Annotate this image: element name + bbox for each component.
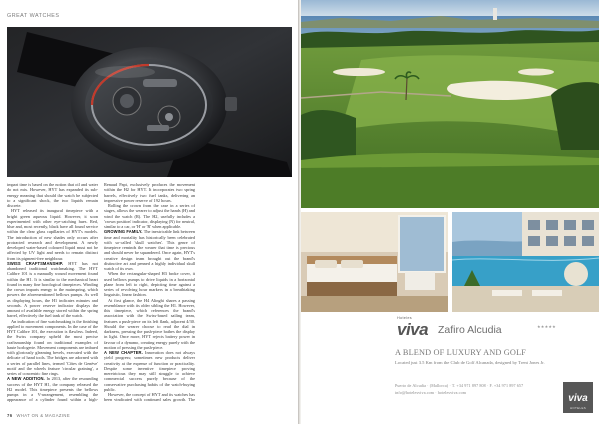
logo-word: viva (568, 393, 588, 404)
ad-contact-phone: Puerto de Alcudia · (Mallorca) · T. +34 971 897 808 · F. +34 971 897 657 (395, 383, 524, 388)
logo-sub: HOTELES (569, 406, 587, 410)
right-page (301, 0, 599, 424)
paragraph-text: HYT released its inaugural timepiece with a bright green aqueous liquid. However, it soon experimented with other eye-catching hues. Red, blue and, most recently, black have all found service within the clear glass capillaries of HYT's models. The introduction of new shades only occurs after protracted research and development. A newly developed water-based coloured liquid must not be affected by UV light and needs to remain distinct from its pigment-free neighbour. (7, 208, 98, 261)
hotel-room-photo (301, 212, 448, 312)
article-paragraph (104, 203, 195, 229)
ad-subline: Located just 3.5 Km from the Club de Golf Alcanada, designed by Trent Jones Jr. (395, 360, 545, 365)
paragraph-text: Rolling the crown from the case in a series of stages, allows the wearer to adjust the hands (H) and wind the watch (R). The H2, usefully includes a 'crown position' indicator, displaying (N) for neutral, similar to a car, or 'H' or 'R' when applicable. (104, 203, 195, 229)
article-paragraph (7, 182, 98, 208)
hotel-banner (301, 315, 599, 345)
golf-course-photo (301, 0, 599, 208)
paragraph-text: Renaud Papi, exclusively produces the movement within the H2 for HYT. It incorporates two spring barrels, effectively two fuel tanks, delivering an impressive power reserve of 192 hours. (104, 182, 195, 203)
section-runin-heading: SWISS CRAFTSMANSHIP. (7, 260, 69, 266)
section-runin-heading: A NEW CHAPTER. (104, 350, 146, 355)
paragraph-text: At first glance, the H4 Alinghi shares a passing resemblance with its older sibling the H1. However, this timepiece, which references the brand's association with the Swiss-based sailing team, features a push-piece on its left flank, adjacent 4/30. Should the wearer choose to read the dial in darkness, pressing the push-piece bathes the display in light. Once more, HYT rejects battery power in favour of a dynamo, creating energy purely with the motion of pressing the push-piece. (104, 297, 195, 350)
article-paragraph (7, 208, 98, 261)
article-paragraph (104, 229, 195, 271)
paragraph-text: An indication of fine watchmaking is the finishing applied to movement components. In the case of the HYT Calibre 101, the execution is flawless. Indeed, the Swiss company upheld the most precise craftsmanship found on traditional examples of haute horlogerie. Movement components are imbued with gloriously gleaming bevels, executed with the delicate of hand tools. The bridges are adorned with a series of parallel lines, termed 'Côtes de Genève' motif and the wheels feature 'circular graining', a series of concentric fine rings. (7, 318, 98, 376)
article-paragraph (7, 319, 98, 377)
article-paragraph (104, 350, 195, 392)
left-page (0, 0, 298, 424)
page-folio (7, 413, 70, 418)
watch-photo (7, 27, 292, 177)
brand-small-text: Hoteles (397, 316, 412, 320)
article-column (104, 182, 195, 404)
paragraph-text: Innovation does not always yield progress; sometimes new products deliver creativity at the expense of function or practicality. Despite some inventive timepiece proving meretricious they may still struggle to achieve commercial success purely because of the conservative purchasing habits of the watch-buying public. (104, 350, 195, 392)
paragraph-text: In 2013, after the resounding success of the HYT H1, the company released the H2 model. This timepiece presents the bellows pumps in a V-arrangement, resembling the appearance of a cylinder found within a high- (7, 376, 98, 403)
section-runin-heading: GROWING FAMILY. (104, 229, 144, 235)
hotel-name: Zafiro Alcudia (438, 324, 502, 336)
ad-headline: A BLEND OF LUXURY AND GOLF (395, 348, 527, 357)
section-label: GREAT WATCHES (7, 13, 60, 19)
article-paragraph (104, 392, 195, 404)
paragraph-text: impart time is based on the notion that oil and water do not mix. However, HYT has expanded its sub-energy meaning that should the watch be subjected to a significant shock, the two liquids remain discrete. (7, 182, 98, 208)
folio-text: WHAT ON & MAGAZINE (16, 413, 71, 418)
article-body (7, 182, 292, 404)
paragraph-text: When the rectangular-shaped H3 broke cover, it used bellows pumps to drive liquids in a horizontal plane from left to right, depicting time against a series of revolving hour markers in a breathtaking linguistic, linear fashion. (104, 271, 195, 298)
article-paragraph (104, 182, 195, 203)
pool-terrace-photo (452, 212, 599, 312)
brand-logo-word: viva (397, 320, 429, 339)
article-column (201, 182, 292, 404)
article-column (7, 182, 98, 404)
viva-logo (563, 382, 593, 413)
paragraph-text: HYT has not abandoned traditional watchmaking. The HYT Calibre 101 is a manually wound movement found within the H1. It is similar to the mechanical heart found in many fine horological timepieces. Winding the crown imparts energy to the mainspring, which powers the aforementioned bellows pumps. As well as displaying hours, the H1 indicates minutes and seconds. A power reserve indicator displays the amount of available energy stored within the spring barrel, effectively the fuel tank of the watch. (7, 260, 98, 319)
star-rating: ★★★★★ (537, 324, 556, 329)
page-number: 76 (7, 413, 13, 418)
article-paragraph (104, 271, 195, 297)
ad-contact-web: info@hotelesviva.com · hotelesviva.com (395, 390, 467, 395)
section-runin-heading: A NEW ADDITION. (7, 376, 47, 382)
article-paragraph (104, 298, 195, 351)
article-paragraph (7, 261, 98, 319)
article-paragraph (7, 376, 98, 404)
paragraph-text: The inextricable link between time and mortality has historically been celebrated with so-called 'skull watches'. This genre of timepiece reminds the wearer that time is precious and should never be squandered. Once again, HYT's creative design team brought out the brand's distinctive art and penned a highly individual skull watch of its own. (104, 229, 195, 271)
paragraph-text: However, the concept of HYT and its watches has been vindicated with continued sales growth. The (104, 392, 195, 403)
